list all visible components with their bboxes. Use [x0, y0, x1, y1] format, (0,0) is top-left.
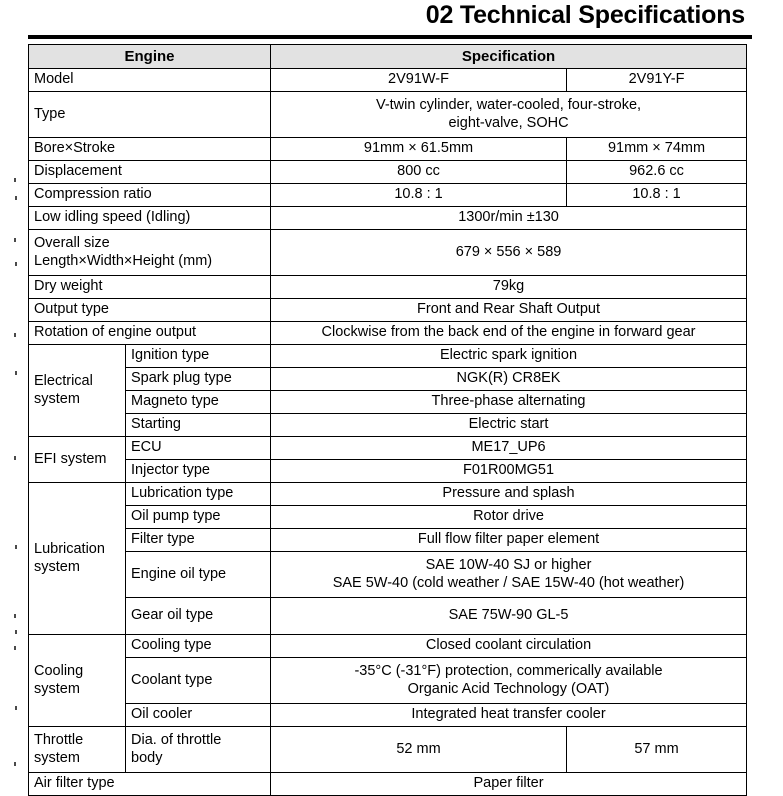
row-value-injector-type: F01R00MG51: [271, 460, 747, 483]
row-value-dry-weight: 79kg: [271, 276, 747, 299]
scan-artifact: [14, 333, 16, 337]
row-label-type: Type: [29, 92, 271, 138]
row-value-throttle-body-b: 57 mm: [567, 727, 747, 773]
row-value-type: V-twin cylinder, water-cooled, four-stroke, eight-valve, SOHC: [271, 92, 747, 138]
row-label-air-filter-type: Air filter type: [29, 773, 271, 796]
row-value-spark-plug-type: NGK(R) CR8EK: [271, 368, 747, 391]
group-label-electrical-system: Electrical system: [29, 345, 126, 437]
row-value-oil-pump-type: Rotor drive: [271, 506, 747, 529]
row-value-displacement-b: 962.6 cc: [567, 161, 747, 184]
table-row-dry-weight: [29, 276, 747, 299]
row-label-ecu: ECU: [126, 437, 271, 460]
table-header-row: [29, 45, 747, 69]
table-row-low-idling-speed: [29, 207, 747, 230]
scan-artifact: [14, 646, 16, 650]
row-label-starting: Starting: [126, 414, 271, 437]
row-value-output-type: Front and Rear Shaft Output: [271, 299, 747, 322]
table-row-cooling-type: [29, 635, 747, 658]
row-label-output-type: Output type: [29, 299, 271, 322]
table-row-throttle-body-dia: [29, 727, 747, 773]
header-cell-specification: Specification: [271, 45, 747, 69]
table-row-injector-type: [29, 460, 747, 483]
row-value-ignition-type: Electric spark ignition: [271, 345, 747, 368]
row-label-throttle-body-dia: Dia. of throttle body: [126, 727, 271, 773]
row-value-gear-oil-type: SAE 75W-90 GL-5: [271, 598, 747, 635]
table-row-starting: [29, 414, 747, 437]
table-row-filter-type: [29, 529, 747, 552]
table-row-compression-ratio: [29, 184, 747, 207]
table-row-bore-stroke: [29, 138, 747, 161]
row-label-magneto-type: Magneto type: [126, 391, 271, 414]
row-value-model-a: 2V91W-F: [271, 69, 567, 92]
row-value-compression-a: 10.8 : 1: [271, 184, 567, 207]
table-row-rotation: [29, 322, 747, 345]
group-label-efi-system: EFI system: [29, 437, 126, 483]
header-cell-engine: Engine: [29, 45, 271, 69]
group-label-cooling-system: Cooling system: [29, 635, 126, 727]
row-value-overall-size: 679 × 556 × 589: [271, 230, 747, 276]
row-label-filter-type: Filter type: [126, 529, 271, 552]
row-value-rotation: Clockwise from the back end of the engine in forward gear: [271, 322, 747, 345]
row-label-oil-cooler: Oil cooler: [126, 704, 271, 727]
row-label-gear-oil-type: Gear oil type: [126, 598, 271, 635]
row-value-throttle-body-a: 52 mm: [271, 727, 567, 773]
row-label-model: Model: [29, 69, 271, 92]
row-label-spark-plug-type: Spark plug type: [126, 368, 271, 391]
row-value-displacement-a: 800 cc: [271, 161, 567, 184]
row-label-ignition-type: Ignition type: [126, 345, 271, 368]
scan-artifact: [15, 371, 17, 375]
row-value-compression-b: 10.8 : 1: [567, 184, 747, 207]
table-row-oil-cooler: [29, 704, 747, 727]
row-value-air-filter-type: Paper filter: [271, 773, 747, 796]
row-value-ecu: ME17_UP6: [271, 437, 747, 460]
table-row-magneto-type: [29, 391, 747, 414]
row-label-cooling-type: Cooling type: [126, 635, 271, 658]
row-value-coolant-type: -35°C (-31°F) protection, commerically available Organic Acid Technology (OAT): [271, 658, 747, 704]
row-value-bore-stroke-a: 91mm × 61.5mm: [271, 138, 567, 161]
row-label-coolant-type: Coolant type: [126, 658, 271, 704]
table-row-gear-oil-type: [29, 598, 747, 635]
row-value-model-b: 2V91Y-F: [567, 69, 747, 92]
scan-artifact: [14, 614, 16, 618]
scan-artifact: [15, 196, 17, 200]
scan-artifact: [15, 630, 17, 634]
scan-artifact: [14, 456, 16, 460]
group-label-throttle-system: Throttle system: [29, 727, 126, 773]
row-value-oil-cooler: Integrated heat transfer cooler: [271, 704, 747, 727]
row-label-lubrication-type: Lubrication type: [126, 483, 271, 506]
scan-artifact: [15, 706, 17, 710]
row-value-bore-stroke-b: 91mm × 74mm: [567, 138, 747, 161]
scan-artifact: [14, 762, 16, 766]
table-row-ecu: [29, 437, 747, 460]
row-label-engine-oil-type: Engine oil type: [126, 552, 271, 598]
row-label-overall-size: Overall size Length×Width×Height (mm): [29, 230, 271, 276]
row-label-injector-type: Injector type: [126, 460, 271, 483]
table-row-spark-plug-type: [29, 368, 747, 391]
scan-artifact: [14, 238, 16, 242]
table-row-output-type: [29, 299, 747, 322]
table-row-ignition-type: [29, 345, 747, 368]
row-value-lubrication-type: Pressure and splash: [271, 483, 747, 506]
scan-artifact: [14, 178, 16, 182]
table-row-oil-pump-type: [29, 506, 747, 529]
row-value-low-idling-speed: 1300r/min ±130: [271, 207, 747, 230]
specifications-table: [28, 44, 747, 796]
row-label-dry-weight: Dry weight: [29, 276, 271, 299]
row-value-magneto-type: Three-phase alternating: [271, 391, 747, 414]
scan-artifact: [15, 545, 17, 549]
table-row-displacement: [29, 161, 747, 184]
table-row-model: [29, 69, 747, 92]
row-label-oil-pump-type: Oil pump type: [126, 506, 271, 529]
group-label-lubrication-system: Lubrication system: [29, 483, 126, 635]
row-value-engine-oil-type: SAE 10W-40 SJ or higher SAE 5W-40 (cold weather / SAE 15W-40 (hot weather): [271, 552, 747, 598]
title-block: [0, 0, 783, 42]
row-label-bore-stroke: Bore×Stroke: [29, 138, 271, 161]
table-row-coolant-type: [29, 658, 747, 704]
table-row-engine-oil-type: [29, 552, 747, 598]
title-underline-rule: [28, 35, 752, 39]
row-value-starting: Electric start: [271, 414, 747, 437]
row-label-rotation: Rotation of engine output: [29, 322, 271, 345]
table-row-overall-size: [29, 230, 747, 276]
page-title: 02 Technical Specifications: [425, 1, 745, 29]
table-row-air-filter-type: [29, 773, 747, 796]
scan-artifact: [15, 262, 17, 266]
table-row-lubrication-type: [29, 483, 747, 506]
row-label-compression-ratio: Compression ratio: [29, 184, 271, 207]
row-value-filter-type: Full flow filter paper element: [271, 529, 747, 552]
row-label-low-idling-speed: Low idling speed (Idling): [29, 207, 271, 230]
row-value-cooling-type: Closed coolant circulation: [271, 635, 747, 658]
row-label-displacement: Displacement: [29, 161, 271, 184]
table-row-type: [29, 92, 747, 138]
